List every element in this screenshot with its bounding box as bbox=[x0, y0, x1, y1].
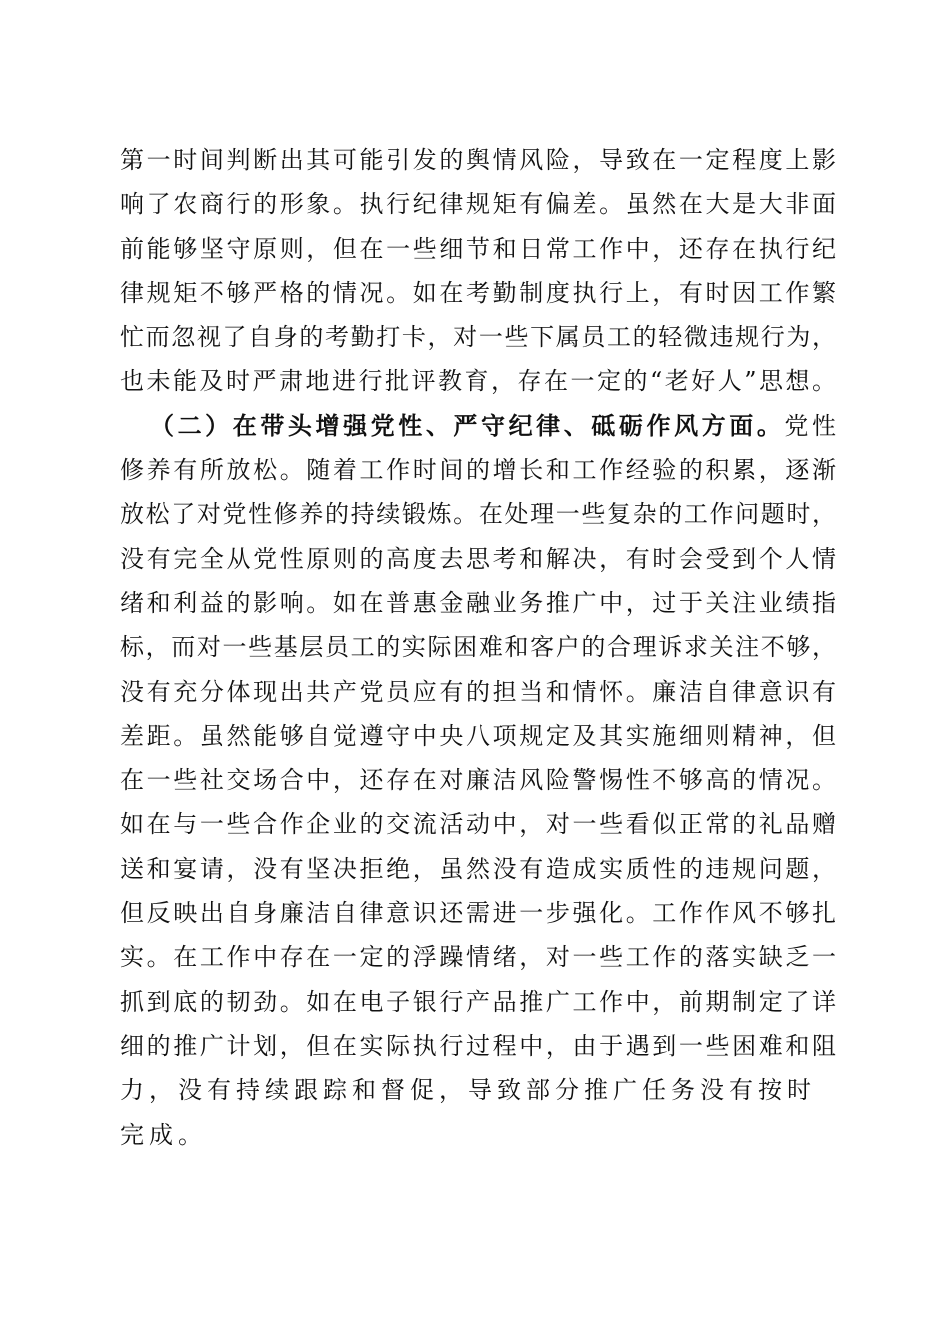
text-line: 实。在工作中存在一定的浮躁情绪，对一些工作的落实缺乏一 bbox=[120, 943, 836, 972]
section-heading: （二）在带头增强党性、严守纪律、砥砺作风方面。 bbox=[150, 410, 785, 440]
document-page bbox=[120, 138, 836, 1157]
text-line: 没有充分体现出共产党员应有的担当和情怀。廉洁自律意识有 bbox=[120, 677, 836, 706]
text-line: 第一时间判断出其可能引发的舆情风险，导致在一定程度上影 bbox=[120, 146, 836, 174]
text-line: 抓到底的韧劲。如在电子银行产品推广工作中，前期制定了详 bbox=[120, 987, 836, 1016]
text-line: 也未能及时严肃地进行批评教育，存在一定的“老好人”思想。 bbox=[120, 367, 836, 396]
text-line: 响了农商行的形象。执行纪律规矩有偏差。虽然在大是大非面 bbox=[120, 190, 836, 219]
text-line: 力，没有持续跟踪和督促，导致部分推广任务没有按时完成。 bbox=[120, 1076, 816, 1149]
text-line: 律规矩不够严格的情况。如在考勤制度执行上，有时因工作繁 bbox=[120, 278, 836, 307]
text-line: 在一些社交场合中，还存在对廉洁风险警惕性不够高的情况。 bbox=[120, 766, 836, 795]
text-line: 放松了对党性修养的持续锻炼。在处理一些复杂的工作问题时， bbox=[120, 500, 836, 529]
text-span: 党性 bbox=[784, 411, 837, 440]
text-line bbox=[120, 404, 836, 448]
text-line: 标，而对一些基层员工的实际困难和客户的合理诉求关注不够， bbox=[120, 633, 836, 662]
text-line: 没有完全从党性原则的高度去思考和解决，有时会受到个人情 bbox=[120, 544, 836, 573]
text-line: 前能够坚守原则，但在一些细节和日常工作中，还存在执行纪 bbox=[120, 234, 836, 263]
text-line: 但反映出自身廉洁自律意识还需进一步强化。工作作风不够扎 bbox=[120, 899, 836, 928]
text-line: 送和宴请，没有坚决拒绝，虽然没有造成实质性的违规问题， bbox=[120, 854, 836, 883]
text-line: 如在与一些合作企业的交流活动中，对一些看似正常的礼品赠 bbox=[120, 810, 836, 839]
text-line: 差距。虽然能够自觉遵守中央八项规定及其实施细则精神，但 bbox=[120, 721, 836, 750]
text-line: 忙而忽视了自身的考勤打卡，对一些下属员工的轻微违规行为， bbox=[120, 323, 836, 352]
paragraph-2 bbox=[120, 404, 836, 1157]
text-line: 修养有所放松。随着工作时间的增长和工作经验的积累，逐渐 bbox=[120, 456, 836, 485]
paragraph-1 bbox=[120, 138, 836, 404]
text-line: 绪和利益的影响。如在普惠金融业务推广中，过于关注业绩指 bbox=[120, 588, 836, 617]
text-line: 细的推广计划，但在实际执行过程中，由于遇到一些困难和阻 bbox=[120, 1031, 836, 1060]
